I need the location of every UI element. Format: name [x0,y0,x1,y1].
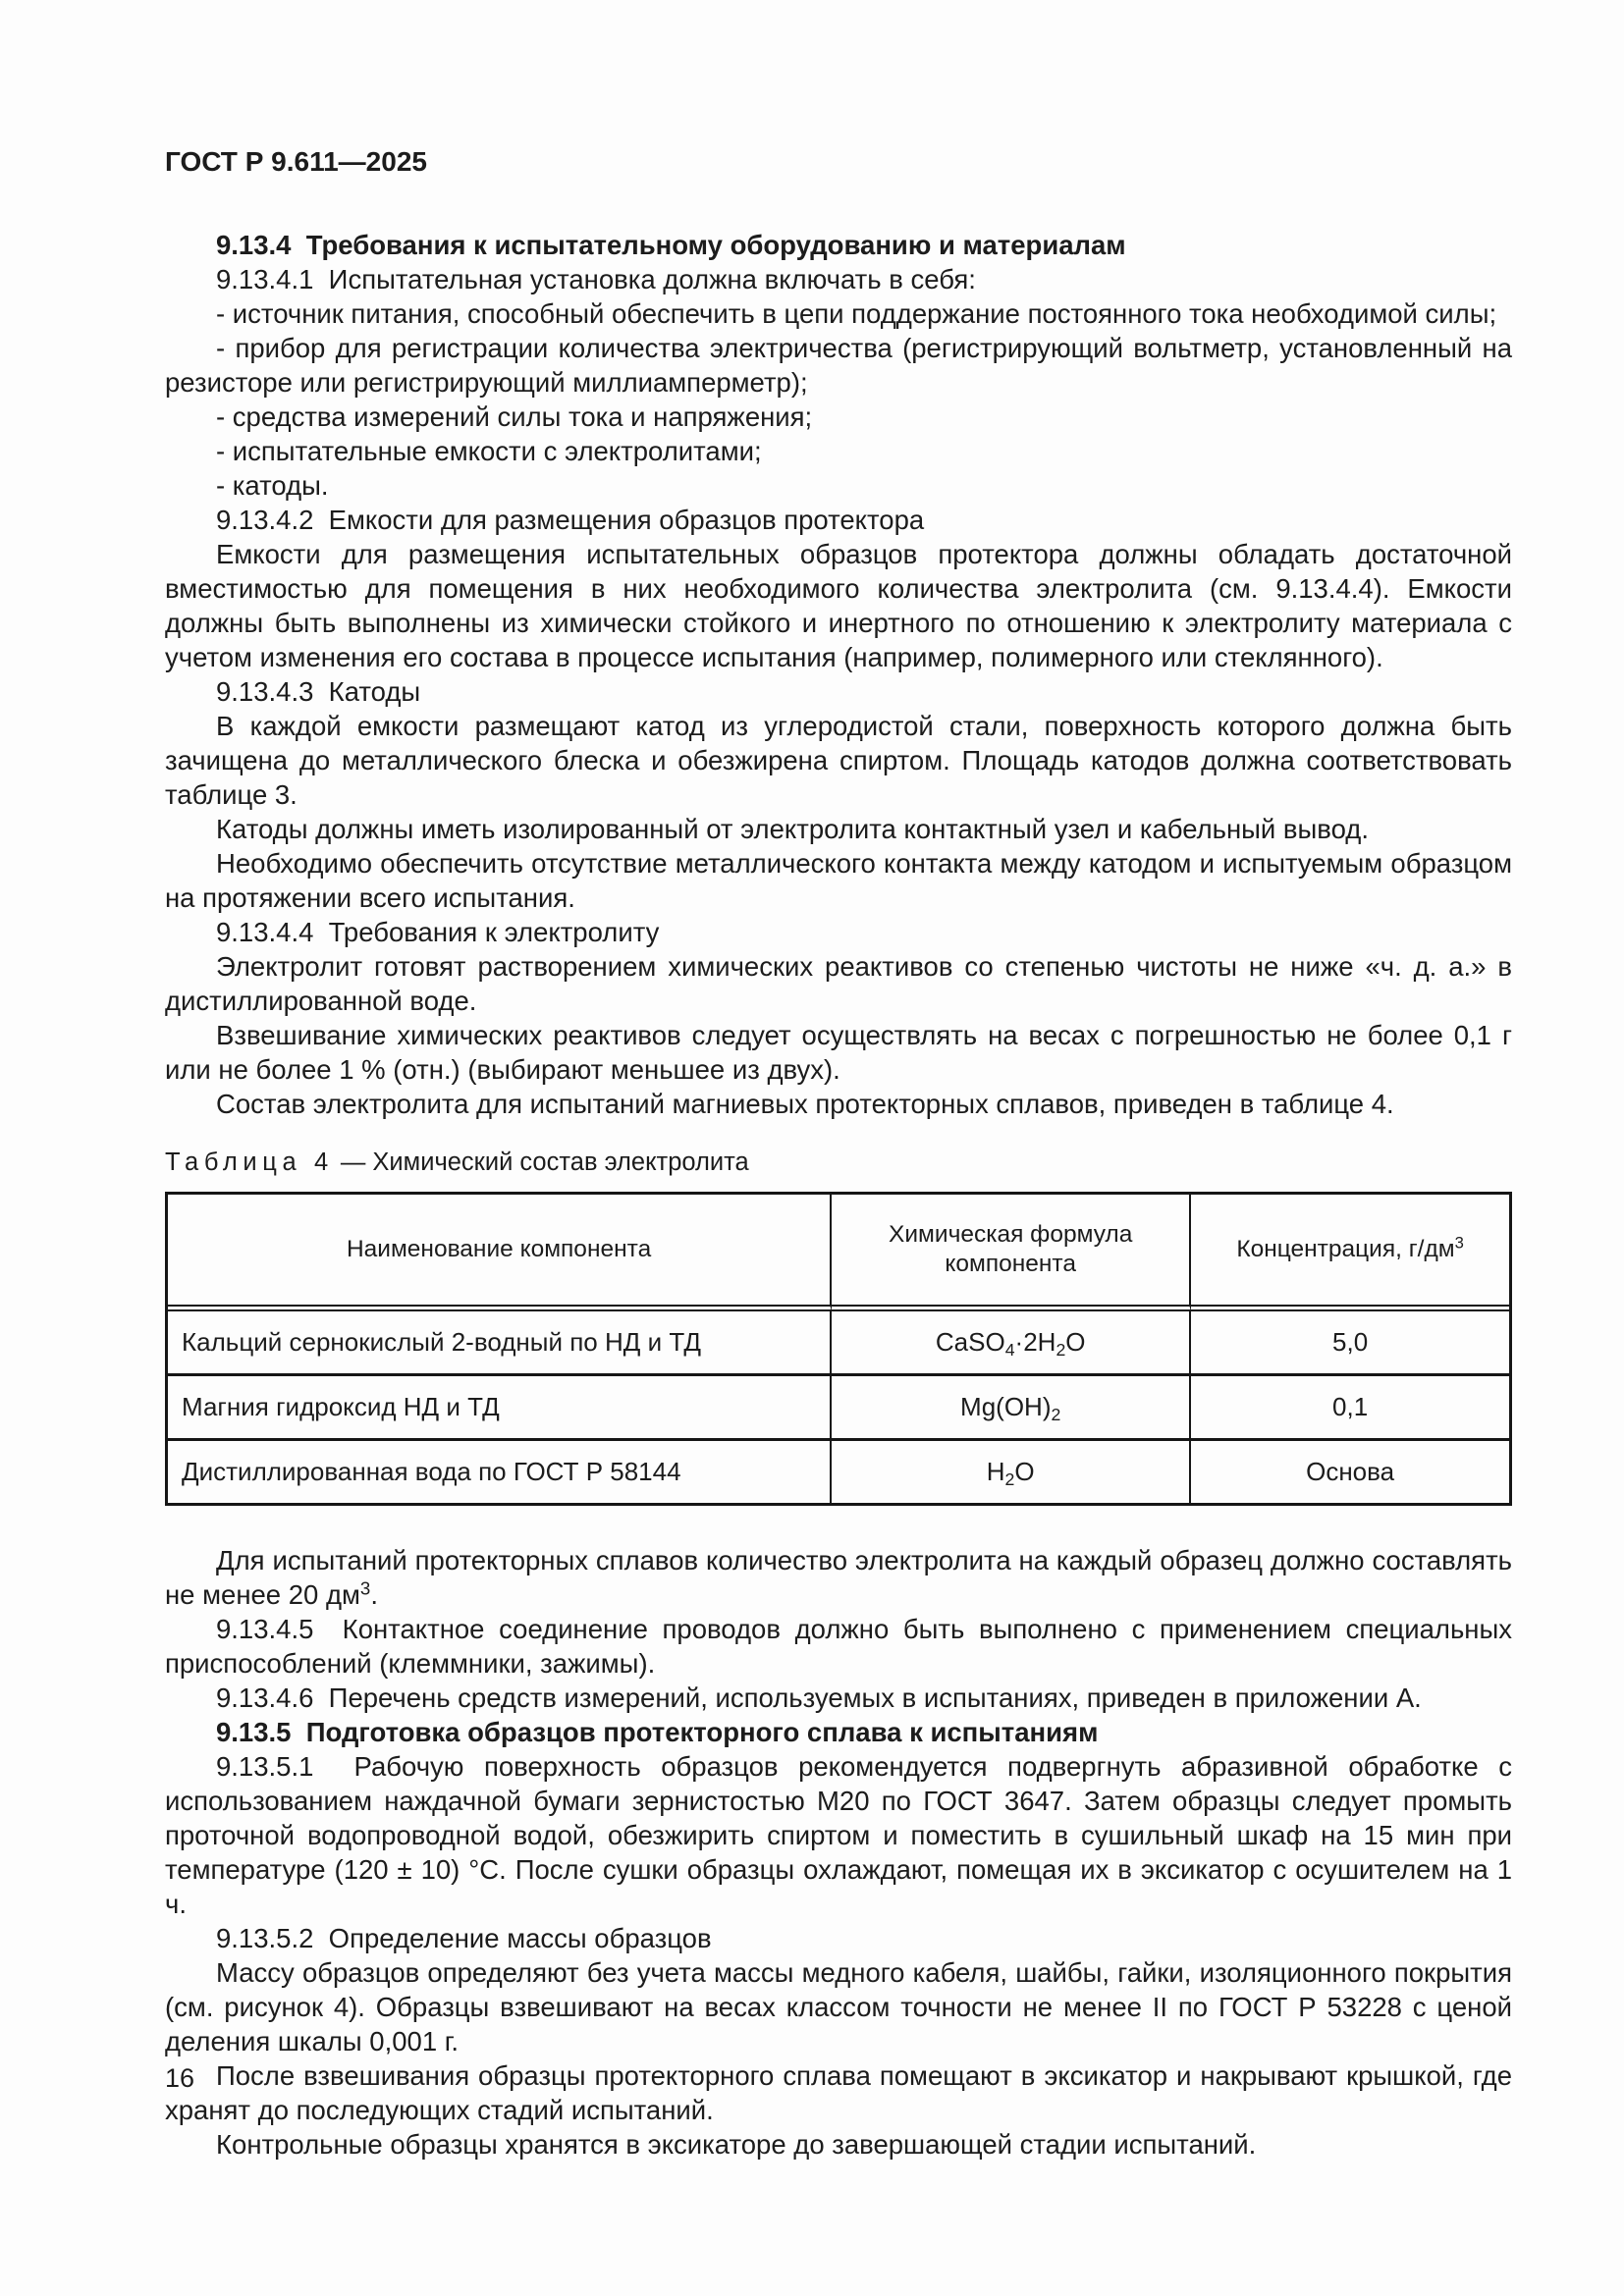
table-cell: 5,0 [1191,1311,1509,1376]
paragraph: 9.13.4.2 Емкости для размещения образцов протектора [216,505,925,535]
table-cell: $CaSO_4\cdot 2H_2O$ [832,1311,1191,1376]
page-number: 16 [165,2063,195,2093]
paragraph: 9.13.4.4 Требования к электролиту [216,917,660,947]
paragraph: Контрольные образцы хранятся в эксикаторе до завершающей стадии испытаний. [216,2129,1257,2160]
table-column-header: Химическая формула компонента [832,1195,1191,1311]
paragraph: 9.13.5.2 Определение массы образцов [216,1923,712,1953]
table-row [168,1376,1509,1441]
table-row [168,1311,1509,1376]
table-cell: Дистиллированная вода по ГОСТ Р 58144 [168,1441,832,1503]
paragraph: 9.13.4.6 Перечень средств измерений, используемых в испытаниях, приведен в приложении А. [216,1682,1422,1713]
paragraph: В каждой емкости размещают катод из углеродистой стали, поверхность которого должна быть зачищена до металлического блеска и обезжирена спиртом. Площадь катодов должна соответствовать таблице 3. [165,711,1512,810]
running-header: ГОСТ Р 9.611—2025 [165,146,427,177]
paragraph: - испытательные емкости с электролитами; [216,436,762,466]
table-block [165,1147,1512,1506]
table-column-header: Концентрация, $г/дм^3$ [1191,1195,1509,1311]
paragraph: Состав электролита для испытаний магниевых протекторных сплавов, приведен в таблице 4. [216,1089,1394,1119]
paragraph: После взвешивания образцы протекторного сплава помещают в эксикатор и накрывают крышкой, где хранят до последующих стадий испытаний. [165,2060,1512,2125]
table-cell: $Mg(OH)_2$ [832,1376,1191,1441]
table-cell: 0,1 [1191,1376,1509,1441]
paragraph: 9.13.4.3 Катоды [216,676,421,707]
paragraph: Емкости для размещения испытательных образцов протектора должны обладать достаточной вместимостью для помещения в них необходимого количества электролита (см. 9.13.4.4). Емкости должны быть выполнены из химически стойкого и инертного по отношению к электролиту материала с учетом изменения его состава в процессе испытания (например, полимерного или стеклянного). [165,539,1512,672]
paragraph: Для испытаний протекторных сплавов количество электролита на каждый образец должно составлять не менее 20 $дм^3$. [165,1545,1512,1610]
section-heading: 9.13.4 Требования к испытательному оборудованию и материалам [216,230,1126,260]
paragraph: Электролит готовят растворением химических реактивов со степенью чистоты не ниже «ч. д. а.» в дистиллированной воде. [165,951,1512,1016]
paragraph: - источник питания, способный обеспечить в цепи поддержание постоянного тока необходимой силы; [216,298,1497,329]
paragraph: - прибор для регистрации количества электричества (регистрирующий вольтметр, установленный на резисторе или регистрирующий миллиамперметр); [165,333,1512,398]
paragraph: Катоды должны иметь изолированный от электролита контактный узел и кабельный вывод. [216,814,1369,844]
table-caption [165,1147,1512,1178]
table-caption-title: Химический состав электролита [372,1148,749,1176]
paragraph: Взвешивание химических реактивов следует осуществлять на весах с погрешностью не более 0,1 г или не более 1 % (отн.) (выбирают меньшее из двух). [165,1020,1512,1085]
table-caption-dash: — [333,1148,373,1176]
paragraph: - средства измерений силы тока и напряжения; [216,401,813,432]
paragraph: 9.13.5.1 Рабочую поверхность образцов рекомендуется подвергнуть абразивной обработке с использованием наждачной бумаги зернистостью М20 по ГОСТ 3647. Затем образцы следует промыть проточной водопроводной водой, обезжирить спиртом и поместить в сушильный шкаф на 15 мин при температуре (120 ± 10) °С. После сушки образцы охлаждают, помещая их в эксикатор с осушителем на 1 ч. [165,1751,1512,1919]
paragraph: 9.13.4.5 Контактное соединение проводов должно быть выполнено с применением специальных приспособлений (клеммники, зажимы). [165,1614,1512,1679]
table-cell: Кальций сернокислый 2-водный по НД и ТД [168,1311,832,1376]
table-caption-label: Таблица 4 [165,1148,334,1176]
text-column [165,145,1512,2162]
table-cell: $H_2O$ [832,1441,1191,1503]
paragraph: Необходимо обеспечить отсутствие металлического контакта между катодом и испытуемым образцом на протяжении всего испытания. [165,848,1512,913]
table-cell: Магния гидроксид НД и ТД [168,1376,832,1441]
table-row [168,1441,1509,1503]
paragraph: Массу образцов определяют без учета массы медного кабеля, шайбы, гайки, изоляционного покрытия (см. рисунок 4). Образцы взвешивают на весах классом точности не менее II по ГОСТ Р 53228 с ценой деления шкалы 0,001 г. [165,1957,1512,2056]
paragraph: 9.13.4.1 Испытательная установка должна включать в себя: [216,264,976,294]
document-body [165,228,1512,2162]
table-cell: Основа [1306,1457,1395,1486]
electrolyte-composition-table [165,1192,1512,1506]
table-header-row [168,1195,1509,1311]
section-heading: 9.13.5 Подготовка образцов протекторного сплава к испытаниям [216,1717,1099,1747]
paragraph: - катоды. [216,470,329,501]
table-column-header: Наименование компонента [168,1195,832,1311]
